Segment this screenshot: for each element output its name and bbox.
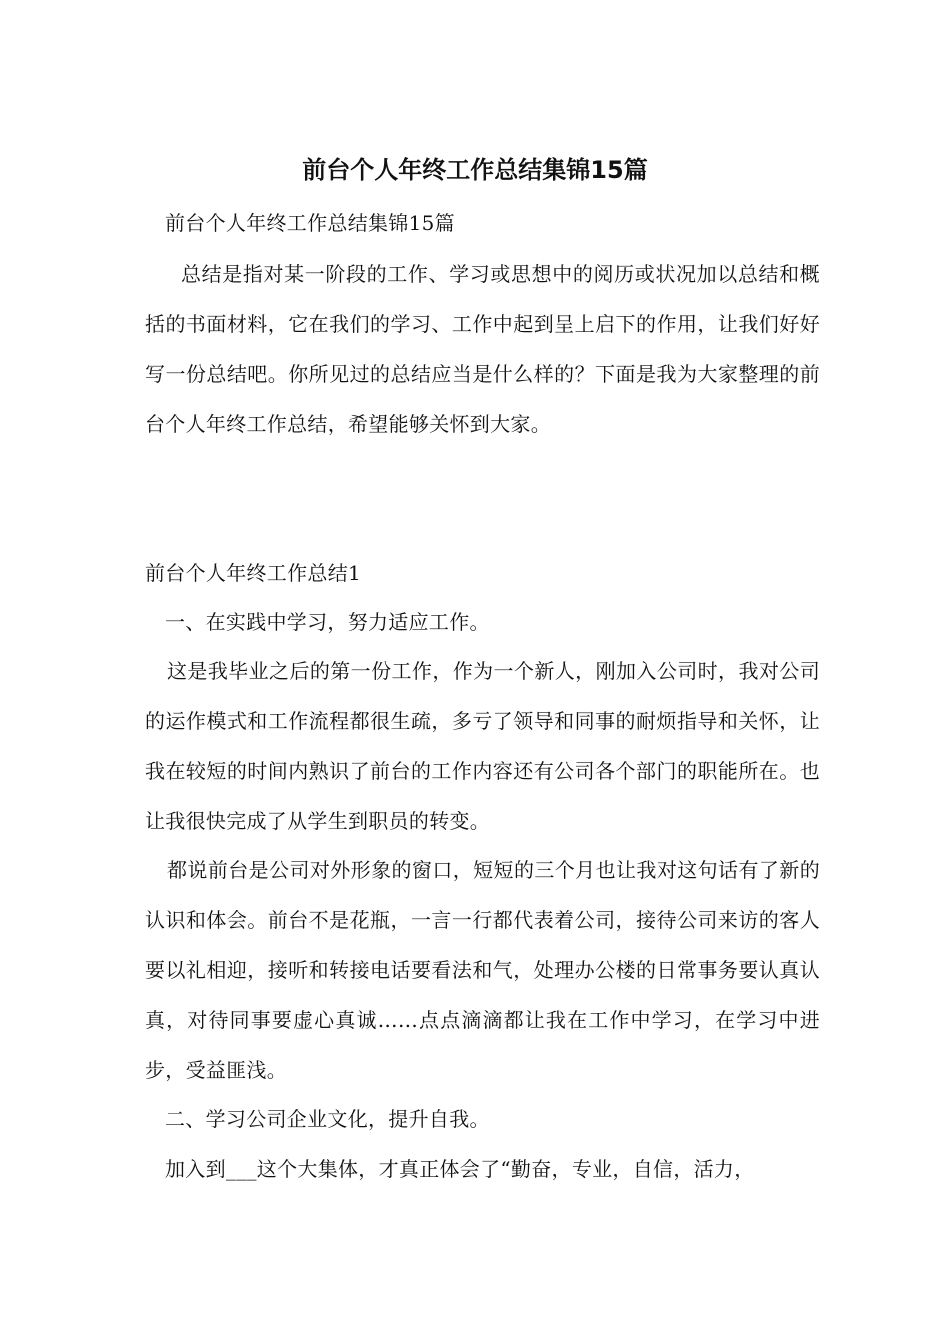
body-paragraph-2: 都说前台是公司对外形象的窗口，短短的三个月也让我对这句话有了新的认识和体会。前台不是花瓶，一言一行都代表着公司，接待公司来访的客人要以礼相迎，接听和转接电话要看法和气，处理办公楼的日常事务要认真认真，对待同事要虚心真诚……点点滴滴都让我在工作中学习，在学习中进步，受益匪浅。: [145, 858, 820, 1082]
document-subtitle: 前台个人年终工作总结集锦15篇: [165, 211, 455, 235]
intro-paragraph: 总结是指对某一阶段的工作、学习或思想中的阅历或状况加以总结和概括的书面材料，它在我们的学习、工作中起到呈上启下的作用，让我们好好写一份总结吧。你所见过的总结应当是什么样的？下面是我为大家整理的前台个人年终工作总结，希望能够关怀到大家。: [145, 262, 820, 436]
section-heading: 前台个人年终工作总结1: [145, 561, 362, 585]
body-paragraph-1: 这是我毕业之后的第一份工作，作为一个新人，刚加入公司时，我对公司的运作模式和工作流程都很生疏，多亏了领导和同事的耐烦指导和关怀，让我在较短的时间内熟识了前台的工作内容还有公司各个部门的职能所在。也让我很快完成了从学生到职员的转变。: [145, 659, 820, 833]
point-heading-2: 二、学习公司企业文化，提升自我。: [165, 1107, 490, 1131]
body-paragraph-3: 加入到___这个大集体，才真正体会了“勤奋，专业，自信，活力，: [165, 1157, 755, 1181]
point-heading-1: 一、在实践中学习，努力适应工作。: [165, 610, 490, 634]
document-title: 前台个人年终工作总结集锦15篇: [302, 156, 648, 184]
